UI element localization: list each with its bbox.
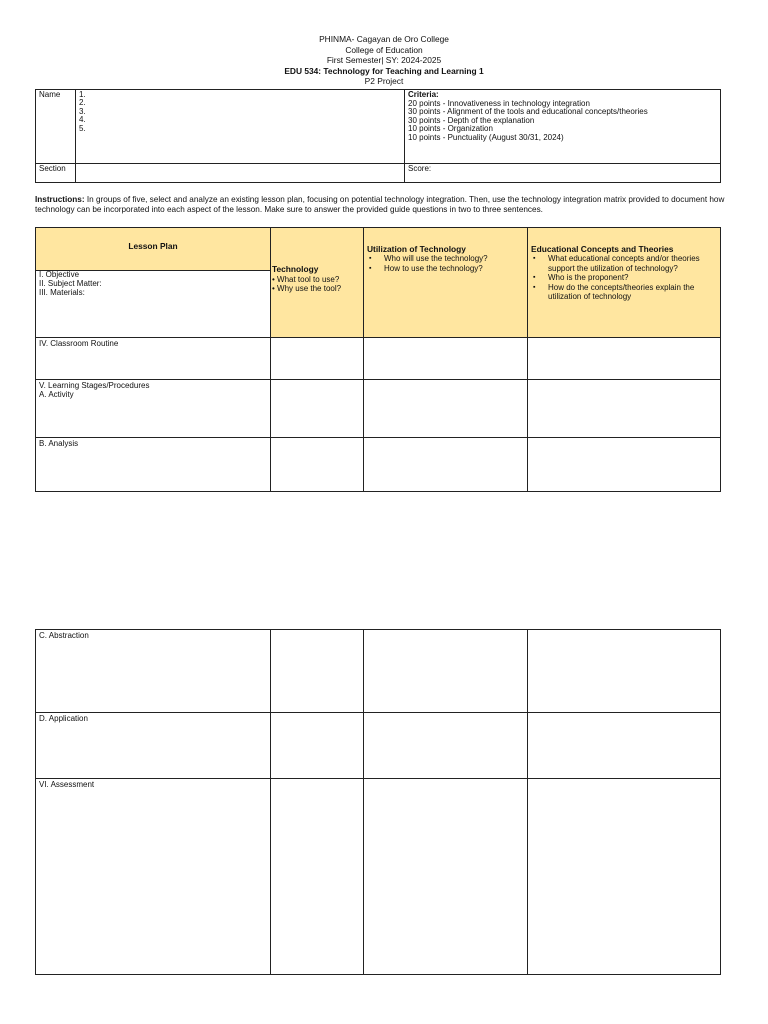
concepts-question-1: ▪ What educational concepts and/or theories support the utilization of technology? [548,254,717,273]
utilization-title: Utilization of Technology [367,244,466,254]
criteria-label: Criteria: [408,90,439,99]
member-field-2[interactable]: 2. [79,98,86,108]
criteria-item: 10 points - Punctuality (August 30/31, 2024) [408,132,564,142]
technology-question-2: Why use the tool? [277,284,342,294]
score-field[interactable]: Score: [405,164,721,183]
section-field[interactable] [76,164,405,183]
criteria-item: 10 points - Organization [408,124,493,134]
concepts-header [528,228,721,338]
concepts-cell[interactable] [528,630,721,713]
utilization-question-2: ▪ How to use the technology? [384,264,524,273]
utilization-cell[interactable] [364,338,528,380]
utilization-header [364,228,528,338]
table-row [36,380,721,438]
member-field-3[interactable]: 3. [79,106,86,116]
info-table [35,89,721,183]
table-row [36,779,721,975]
lesson-plan-header-cell [36,228,271,338]
technology-cell[interactable] [271,630,364,713]
utilization-question-1: ▪ Who will use the technology? [384,254,524,263]
utilization-cell[interactable] [364,713,528,779]
integration-matrix-continued [35,629,721,975]
table-row [36,630,721,713]
utilization-cell[interactable] [364,630,528,713]
document-header [0,34,768,87]
section-label: Section [36,164,76,183]
criteria-item: 30 points - Depth of the explanation [408,115,535,125]
lesson-materials[interactable]: III. Materials: [39,287,85,297]
technology-cell[interactable] [271,779,364,975]
concepts-title: Educational Concepts and Theories [531,244,674,254]
instructions-label: Instructions: [35,195,85,204]
technology-cell[interactable] [271,338,364,380]
technology-cell[interactable] [271,380,364,438]
college-name: College of Education [345,44,423,55]
lesson-plan-title: Lesson Plan [36,228,270,271]
concepts-question-3: ▪ How do the concepts/theories explain the utilization of technology [548,283,717,302]
activity-label: A. Activity [39,389,74,399]
utilization-cell[interactable] [364,438,528,492]
row-learning-stages [36,380,271,438]
lesson-subject-matter[interactable]: II. Subject Matter: [39,278,102,288]
lesson-objective[interactable]: I. Objective [39,270,80,279]
concepts-cell[interactable] [528,779,721,975]
table-row [36,438,721,492]
school-name: PHINMA- Cagayan de Oro College [319,34,449,44]
course-title: EDU 534: Technology for Teaching and Learning 1 [284,65,484,76]
member-field-4[interactable]: 4. [79,115,86,125]
concepts-question-2: ▪ Who is the proponent? [548,273,717,282]
row-abstraction: C. Abstraction [36,630,271,713]
member-field-1[interactable]: 1. [79,90,86,99]
project-title: P2 Project [364,76,404,86]
integration-matrix [35,227,721,492]
name-label: Name [36,90,76,164]
semester-line: First Semester| SY: 2024-2025 [326,55,442,65]
row-application: D. Application [36,713,271,779]
technology-cell[interactable] [271,438,364,492]
utilization-cell[interactable] [364,779,528,975]
technology-header: Technology • What tool to use? • Why use the tool? [271,228,364,338]
technology-title: Technology [272,264,319,275]
criteria-item: 30 points - Alignment of the tools and educational concepts/theories [408,107,648,117]
instructions [35,195,735,216]
learning-stages-label: V. Learning Stages/Procedures [39,381,150,390]
table-row [36,338,721,380]
concepts-cell[interactable] [528,713,721,779]
member-list[interactable] [76,90,405,164]
concepts-cell[interactable] [528,338,721,380]
criteria-item: 20 points - Innovativeness in technology integration [408,98,590,108]
technology-question-1: What tool to use? [277,274,340,284]
row-analysis: B. Analysis [36,438,271,492]
table-row [36,713,721,779]
concepts-cell[interactable] [528,380,721,438]
instructions-text: In groups of five, select and analyze an existing lesson plan, focusing on potential technology integration. Then, use the technology integration matrix provided to document how technology can be incorporated into each aspect of the lesson. Make sure to answer the provided guide questions in two to three sentences. [35,195,725,215]
criteria-cell [405,90,721,164]
row-classroom-routine: IV. Classroom Routine [36,338,271,380]
row-assessment: VI. Assessment [36,779,271,975]
utilization-cell[interactable] [364,380,528,438]
member-field-5[interactable]: 5. [79,123,86,133]
concepts-cell[interactable] [528,438,721,492]
technology-cell[interactable] [271,713,364,779]
